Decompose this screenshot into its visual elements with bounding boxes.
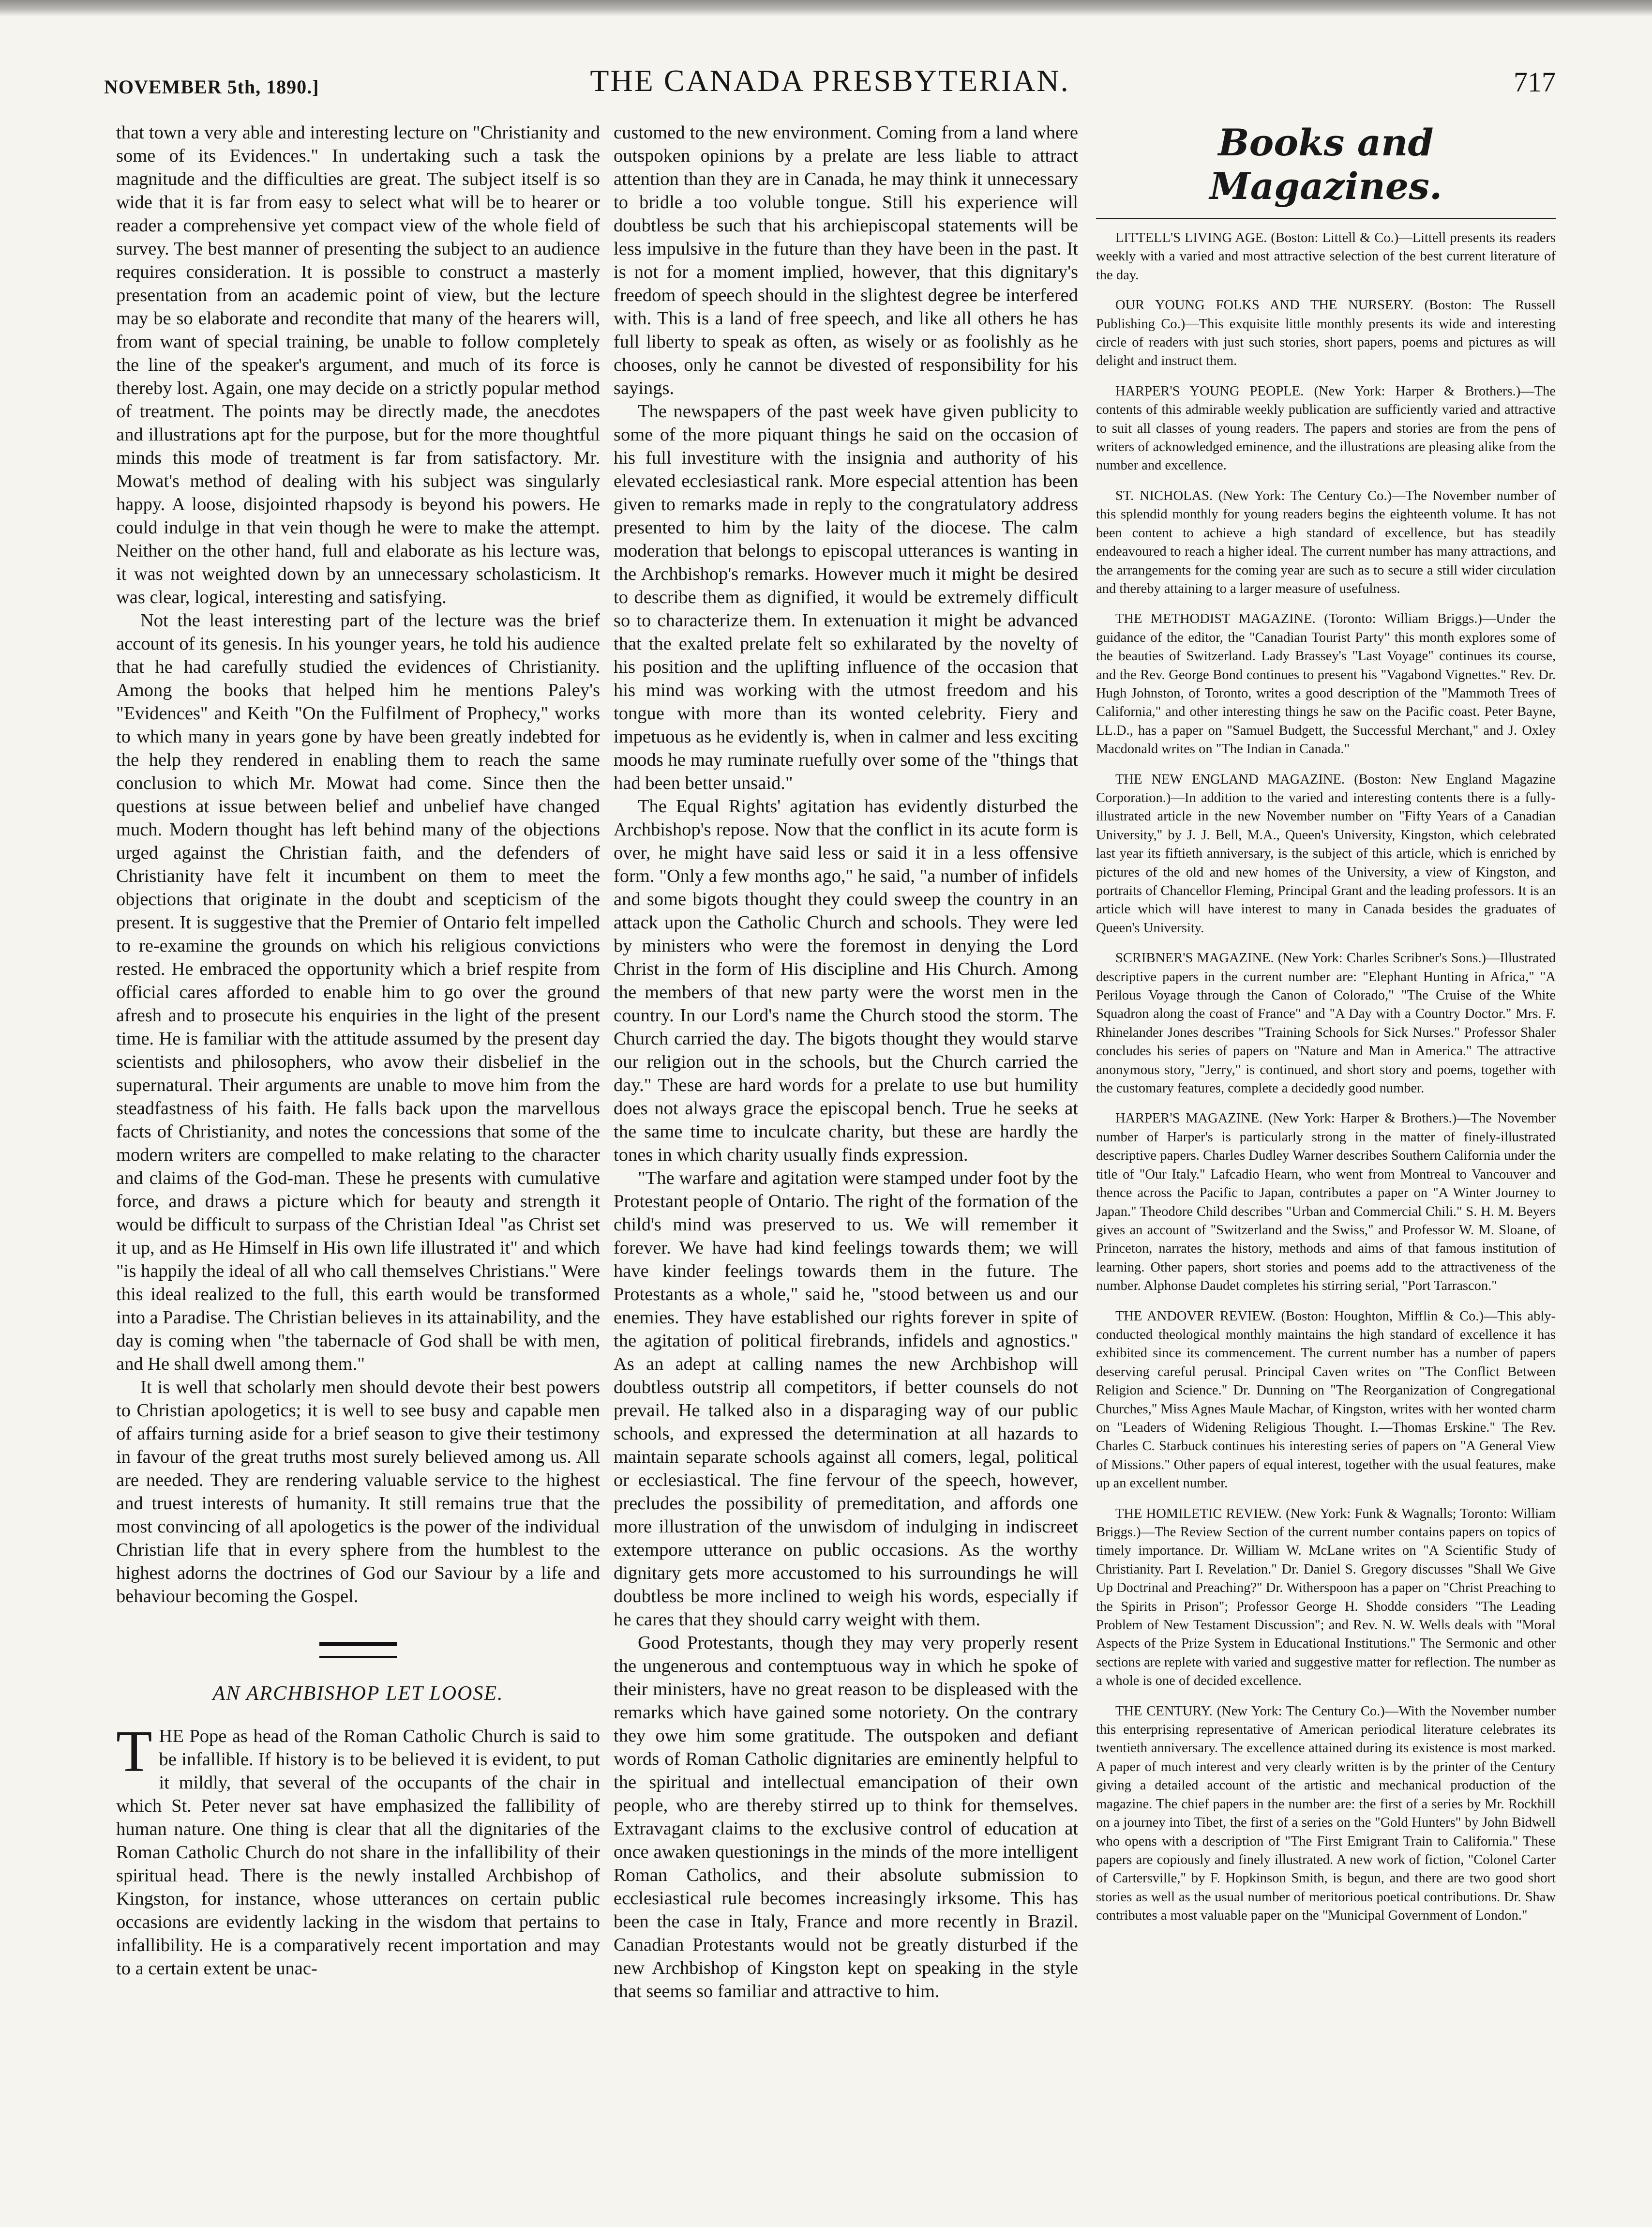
body-paragraph: It is well that scholarly men should devote their best powers to Christian apologetics; it is well to see busy and capable men of affairs turning aside for a brief season to give their testimony in favour of the great truths most surely believed among us. All are needed. They are rendering valuable service to the highest and truest interests of humanity. It still remains true that the most convincing of all apologetics is the power of the individual Christian life that in every sphere from the humblest to the highest adorns the doctrines of God our Saviour by a life and behaviour becoming the Gospel. xyxy=(116,1377,600,1606)
body-paragraph: The Equal Rights' agitation has evidently disturbed the Archbishop's repose. Now that the conflict in its acute form is over, he might have said less or said it in a less offensive form. "Only a few months ago," he said, "a number of infidels and some bigots thought they could sweep the country in an attack upon the Catholic Church and schools. They were led by ministers who were the foremost in denying the Lord Christ in the form of His discipline and His Church. Among the members of that new party were the worst men in the country. In our Lord's name the Church stood the storm. The Church carried the day. The bigots thought they would starve our religion out in the schools, but the Church carried the day." These are hard words for a prelate to use but humility does not always grace the episcopal bench. True he seeks at the same time to inculcate charity, but these are hardly the tones in which charity usually finds expression. xyxy=(614,796,1078,1165)
body-paragraph: customed to the new environment. Coming from a land where outspoken opinions by a prelate are less liable to attract attention than they are in Canada, he may think it unnecessary to bridle a too voluble tongue. Still his experience will doubtless be such that his archiepiscopal statements will be less impulsive in the future than they have been in the past. It is not for a moment implied, however, that this dignitary's freedom of speech should in the slightest degree be interfered with. This is a land of free speech, and like all others he has full liberty to speak as often, as wisely or as foolishly as he chooses, only he cannot be divested of responsibility for his sayings. xyxy=(614,122,1078,398)
review-entry: THE NEW ENGLAND MAGAZINE. (Boston: New England Magazine Corporation.)—In addition to the varied and interesting contents there is a fully-illustrated article in the new November number on "Fifty Years of a Canadian University," by J. J. Bell, M.A., Queen's University, Kingston, which celebrated last year its fiftieth anniversary, is the subject of this article, which is enriched by pictures of the old and new homes of the University, a view of Kingston, and portraits of Chancellor Fleming, Principal Grant and the leading professors. It is an article which will have interest to many in Canada besides the graduates of Queen's University. xyxy=(1096,772,1556,936)
article-opening xyxy=(116,1719,600,1980)
review-entry: ST. NICHOLAS. (New York: The Century Co.)—The November number of this splendid monthly for young readers begins the eighteenth volume. It has not been content to achieve a high standard of excellence, but has steadily endeavoured to reach a higher ideal. The current number has many attractions, and the arrangements for the coming year are such as to secure a still wider circulation and thereby attaining to a larger measure of usefulness. xyxy=(1096,488,1556,596)
article-title: AN ARCHBISHOP LET LOOSE. xyxy=(212,1682,504,1705)
review-entry: LITTELL'S LIVING AGE. (Boston: Littell & Co.)—Littell presents its readers weekly with a varied and most attractive selection of the best current literature of the day. xyxy=(1096,230,1556,283)
review-entry: THE ANDOVER REVIEW. (Boston: Houghton, Mifflin & Co.)—This ably-conducted theological monthly maintains the high standard of excellence it has exhibited since its commencement. The current number has a number of papers deserving careful perusal. Principal Caven writes on "The Conflict Between Religion and Science." Dr. Dunning on "The Reorganization of Congregational Churches," Miss Agnes Maule Machar, of Kingston, writes with her wonted charm on "Leaders of Widening Religious Thought. I.—Thomas Erskine." The Rev. Charles C. Starbuck continues his interesting series of papers on "A General View of Missions." Other papers of equal interest, together with the usual features, make up an excellent number. xyxy=(1096,1308,1556,1491)
section-rule xyxy=(1096,218,1556,219)
review-entry: THE METHODIST MAGAZINE. (Toronto: William Briggs.)—Under the guidance of the editor, the "Canadian Tourist Party" this month explores some of the beauties of Switzerland. Lady Brassey's "Last Voyage" continues its course, and the Rev. George Bond continues to present his "Vagabond Vignettes." Rev. Dr. Hugh Johnston, of Toronto, writes a good description of the "Mammoth Trees of California," and other interesting things he saw on the Pacific coast. Peter Bayne, LL.D., has a paper on "Samuel Budgett, the Successful Merchant," and J. Oxley Macdonald writes on "The Indian in Canada." xyxy=(1096,611,1556,757)
newspaper-title: THE CANADA PRESBYTERIAN. xyxy=(590,63,1070,98)
body-paragraph: The newspapers of the past week have given publicity to some of the more piquant things he said on the occasion of his full investiture with the insignia and authority of his elevated ecclesiastical rank. More especial attention has been given to remarks made in reply to the congratulatory address presented to him by the laity of the diocese. The calm moderation that belongs to episcopal utterances is wanting in the Archbishop's remarks. However much it might be desired to describe them as dignified, it would be extremely difficult so to characterize them. In extenuation it might be advanced that the exalted prelate felt so exhilarated by the novelty of his position and the uplifting influence of the occasion that his mind was working with the utmost freedom and his tongue with more than its wonted celebrity. Fiery and impetuous as he evidently is, when in calmer and less exciting moods he may ruminate ruefully over some of the "things that had been better unsaid." xyxy=(614,401,1078,793)
page-header xyxy=(104,63,1556,106)
middle-column xyxy=(614,121,1078,2003)
review-entry: THE HOMILETIC REVIEW. (New York: Funk & Wagnalls; Toronto: William Briggs.)—The Review Section of the current number contains papers on topics of timely importance. Dr. William W. McLane writes on "A Scientific Study of Christianity. Part I. Revelation." Dr. Daniel S. Gregory discusses "Shall We Give Up Doctrinal and Preaching?" Dr. Witherspoon has a paper on "Christ Preaching to the Spirits in Prison"; Professor George H. Shodde considers "The Leading Problem of New Testament Discussion"; and Rev. N. W. Wells deals with "Moral Aspects of the Prize System in Educational Institutions." The Sermonic and other sections are replete with varied and suggestive matter for reflection. The number as a whole is one of decided excellence. xyxy=(1096,1506,1556,1689)
right-column xyxy=(1096,121,1556,1937)
drop-cap: T xyxy=(116,1719,152,1784)
section-divider xyxy=(319,1642,397,1658)
review-entry: THE CENTURY. (New York: The Century Co.)—With the November number this enterprising representative of American periodical literature celebrates its twentieth anniversary. The excellence attained during its existence is most marked. A paper of much interest and very clearly written is by the printer of the Century giving a detailed account of the artistic and mechanical production of the magazine. The chief papers in the number are: the first of a series by Mr. Rockhill on a journey into Tibet, the first of a series on the "Gold Hunters" by John Bidwell who opens with a description of "The First Emigrant Train to California." These papers are copiously and finely illustrated. A new work of fiction, "Colonel Carter of Cartersville," by F. Hopkinson Smith, is begun, and there are two good short stories as well as the usual number of meritorious poetical contributions. Dr. Shaw contributes a most valuable paper on the "Municipal Government of London." xyxy=(1096,1703,1556,1924)
body-paragraph: that town a very able and interesting lecture on "Christianity and some of its Evidences." In undertaking such a task the magnitude and the difficulties are great. The subject itself is so wide that it is far from easy to select what will be to hearer or reader a comprehensive yet compact view of the whole field of survey. The best manner of presenting the subject to an audience requires consideration. It is possible to construct a masterly presentation from an academic point of view, but the lecture may be so elaborate and recondite that many of the hearers will, from want of special training, be unable to follow completely the line of the speaker's argument, and much of its force is thereby lost. Again, one may decide on a strictly popular method of treatment. The points may be directly made, the anecdotes and illustrations apt for the purpose, but for the more thoughtful minds this mode of treatment is far from satisfactory. Mr. Mowat's method of dealing with his subject was singularly happy. A loose, disjointed rhapsody is beyond his powers. He could indulge in that vein though he were to make the attempt. Neither on the other hand, full and elaborate as his lecture was, it was not weighted down by an unnecessary scholasticism. It was clear, logical, interesting and satisfying. xyxy=(116,122,600,607)
books-section-title: Books and Magazines. xyxy=(1209,121,1442,208)
body-paragraph: "The warfare and agitation were stamped under foot by the Protestant people of Ontario. The right of the formation of the child's mind was preserved to us. We will remember it forever. We have had kind feelings towards them; we will have kinder feelings towards them in the future. The Protestants as a whole," said he, "stood between us and our enemies. They have established our rights forever in spite of the agitation of political firebrands, infidels and agnostics." As an adept at calling names the new Archbishop will doubtless outstrip all competitors, if better counsels do not prevail. He talked also in a disparaging way of our public schools, and expressed the determination at all hazards to maintain separate schools against all comers, legal, political or ecclesiastical. The fine fervour of the speech, however, precludes the possibility of premeditation, and affords one more illustration of the unwisdom of indulging in indiscreet extempore utterance on public occasions. As the worthy dignitary gets more accustomed to his surroundings he will doubtless be more inclined to weigh his words, especially if he cares that they should carry weight with them. xyxy=(614,1168,1078,1630)
review-entry: SCRIBNER'S MAGAZINE. (New York: Charles Scribner's Sons.)—Illustrated descriptive papers in the current number are: "Elephant Hunting in Africa," "A Perilous Voyage through the Canon of Colorado," "The Cruise of the White Squadron along the coast of France" and "A Day with a Country Doctor." Mrs. F. Rhinelander Jones describes "Training Schools for Sick Nurses." Professor Shaler concludes his series of papers on "Nature and Man in America." The attractive anonymous story, "Jerry," is continued, and short story and poems, together with the customary features, complete a decidedly good number. xyxy=(1096,951,1556,1096)
body-paragraph: Not the least interesting part of the lecture was the brief account of its genesis. In his younger years, he told his audience that he had carefully studied the evidences of Christianity. Among the books that helped him he mentions Paley's "Evidences" and Keith "On the Fulfilment of Prophecy," works to which many in years gone by have been greatly indebted for the help they rendered in enabling them to reach the same conclusion to which Mr. Mowat had come. Since then the questions at issue between belief and unbelief have changed much. Modern thought has left behind many of the objections urged against the Christian faith, and the defenders of Christianity have felt it incumbent on them to meet the objections that originate in the doubt and scepticism of the present. It is suggestive that the Premier of Ontario felt impelled to re-examine the grounds on which his religious convictions rested. He embraced the opportunity which a brief respite from official cares afforded to enable him to go over the ground afresh and to prosecute his enquiries in the light of the present time. He is familiar with the attitude assumed by the present day scientists and philosophers, who avow their disbelief in the supernatural. Their arguments are unable to move him from the steadfastness of his faith. He falls back upon the marvellous facts of Christianity, and notes the concessions that some of the modern writers are compelled to make relating to the character and claims of the God-man. These he presents with cumulative force, and draws a picture which for beauty and strength it would be difficult to surpass of the Christian Ideal "as Christ set it up, and as He Himself in His own life illustrated it" and which "is happily the ideal of all who call themselves Christians." Were this ideal realized to the full, this earth would be transformed into a Paradise. The Christian believes in its attainability, and the day is coming when "the tabernacle of God shall be with men, and He shall dwell among them." xyxy=(116,610,600,1374)
left-column xyxy=(116,121,600,1980)
top-edge-rule xyxy=(0,0,1652,16)
review-entry: HARPER'S YOUNG PEOPLE. (New York: Harper & Brothers.)—The contents of this admirable weekly publication are sufficiently varied and attractive to suit all classes of young readers. The papers and stories are from the pens of writers of acknowledged eminence, and the illustrations are pleasing alike from the number and excellence. xyxy=(1096,383,1556,473)
article-text: HE Pope as head of the Roman Catholic Church is said to be infallible. If history is to be believed it is evident, to put it mildly, that several of the occupants of the chair in which St. Peter never sat have emphasized the fallibility of human nature. One thing is clear that all the dignitaries of the Roman Catholic Church do not share in the infallibility of their spiritual head. There is the newly installed Archbishop of Kingston, for instance, whose utterances on certain public occasions are evidently lacking in the wisdom that pertains to infallibility. He is a comparatively recent importation and may to a certain extent be unac- xyxy=(116,1726,600,1979)
issue-date: NOVEMBER 5th, 1890.] xyxy=(104,76,319,98)
review-entry: HARPER'S MAGAZINE. (New York: Harper & Brothers.)—The November number of Harper's is particularly strong in the matter of finely-illustrated descriptive papers. Charles Dudley Warner describes Southern California under the title of "Our Italy." Lafcadio Hearn, who went from Montreal to Vancouver and thence across the Pacific to Japan, contributes a paper on "A Winter Journey to Japan." Theodore Child describes "Urban and Commercial Chili." S. H. M. Beyers gives an account of "Switzerland and the Swiss," and Professor W. M. Sloane, of Princeton, narrates the history, methods and aims of that famous institution of learning. Other papers, short stories and poems add to the attractiveness of the number. Alphonse Daudet completes his stirring serial, "Port Tarrascon." xyxy=(1096,1111,1556,1294)
review-entry: OUR YOUNG FOLKS AND THE NURSERY. (Boston: The Russell Publishing Co.)—This exquisite little monthly presents its wide and interesting circle of readers with just such stories, short papers, poems and pictures as will delight and instruct them. xyxy=(1096,298,1556,369)
page-number: 717 xyxy=(1514,66,1556,98)
body-paragraph: Good Protestants, though they may very properly resent the ungenerous and contemptuous way in which he spoke of their ministers, have no great reason to be displeased with the remarks which have gained some notoriety. On the contrary they owe him some gratitude. The outspoken and defiant words of Roman Catholic dignitaries are eminently helpful to the spiritual and intellectual emancipation of their own people, who are thereby stirred up to think for themselves. Extravagant claims to the exclusive control of education at once awaken questionings in the minds of the more intelligent Roman Catholics, and their absolute submission to ecclesiastical rule becomes increasingly irksome. This has been the case in Italy, France and more recently in Brazil. Canadian Protestants would not be greatly disturbed if the new Archbishop of Kingston kept on speaking in the style that seems so familiar and attractive to him. xyxy=(614,1633,1078,2001)
